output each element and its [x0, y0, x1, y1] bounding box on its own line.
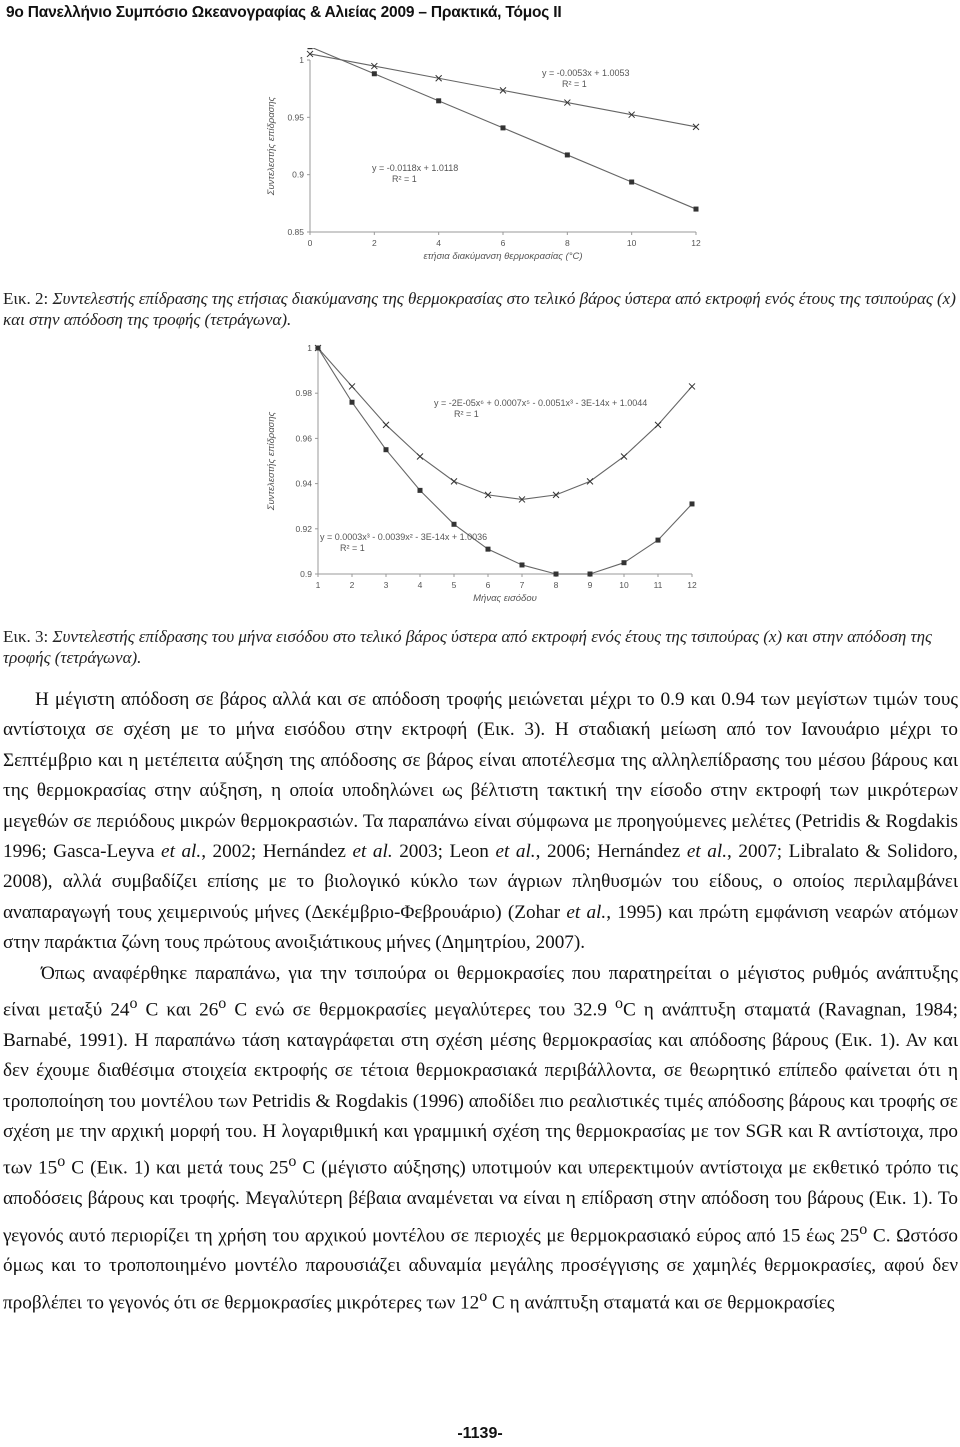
et-al: et al.	[566, 901, 607, 923]
data-point-x	[349, 383, 355, 389]
x-tick-label: 10	[626, 238, 637, 248]
x-tick-label: 6	[485, 580, 491, 590]
data-point-square	[629, 180, 634, 185]
paragraph-1-part-c: , 2002; Hernández	[201, 841, 353, 863]
x-axis-label: ετήσια διακύμανση θερμοκρασίας (°C)	[423, 251, 583, 262]
trendline-equation: y = -2E-05x⁶ + 0.0007x⁵ - 0.0051x³ - 3E-14x + 1.0044	[434, 398, 648, 408]
data-point-square	[588, 572, 593, 577]
y-tick-label: 0.96	[295, 433, 312, 444]
y-tick-label: 0.92	[295, 523, 312, 534]
y-tick-label: 0.9	[300, 569, 312, 579]
x-tick-label: 8	[564, 238, 570, 248]
figure-2-svg	[262, 48, 702, 270]
data-point-square	[418, 488, 423, 493]
data-point-square	[501, 125, 506, 130]
data-point-square	[690, 501, 695, 506]
degree-sup: o	[218, 995, 227, 1013]
paragraph-1-part-d: 2003; Leon	[392, 841, 496, 863]
data-point-square	[565, 152, 570, 157]
figure-2-caption	[3, 288, 958, 330]
data-point-x	[587, 478, 593, 484]
r-squared-label: R² = 1	[392, 174, 417, 184]
y-axis-label: Συντελεστής επίδρασης	[266, 96, 277, 196]
data-point-square	[350, 400, 355, 405]
page-number: -1139-	[457, 1425, 503, 1442]
paragraph-1-part-a: Η μέγιστη απόδοση σε βάρος αλλά και σε απόδοση τροφής μειώνεται μέχρι το 0.9 και 0.94 των μεγίστων τιμών τους αντίστοιχα σε σχέση με το μήνα εισόδου στην εκτροφή (Εικ. 3).	[3, 689, 958, 741]
et-al: et al.	[495, 841, 536, 863]
data-point-square	[316, 346, 321, 351]
paragraph-2-part-c: C ενώ σε θερμοκρασίες μεγαλύτερες του 32.9	[226, 999, 615, 1021]
figure-3-caption	[3, 626, 958, 668]
paragraph-1-part-b: Η σταδιακή μείωση από τον Ιανουάριο μέχρι το Σεπτέμβριο και η μετέπειτα αύξηση της απόδοσης σε βάρος είναι αποτέλεσμα της αλληλεπίδρασης του μέσου βάρους και της θερμοκρασίας στην αύξηση, η οποία υποδηλώνει ως βέλτιστη τακτική την είσοδο στην εκτροφή των μικρότερων μεγεθών σε περιόδους μικρών θερμοκρασιών. Τα παραπάνω είναι σύμφωνα με προηγούμενες μελέτες (Petridis & Rogdakis 1996; Gasca-Leyva	[3, 719, 958, 863]
x-tick-label: 1	[315, 580, 321, 590]
data-point-x	[417, 453, 423, 459]
y-tick-label: 1	[307, 343, 312, 353]
degree-sup: o	[288, 1153, 297, 1171]
degree-sup: o	[479, 1287, 488, 1305]
data-point-x	[451, 478, 457, 484]
data-point-square	[308, 48, 313, 49]
paragraph-2-part-b: C και 26	[137, 999, 219, 1021]
r-squared-label: R² = 1	[562, 79, 587, 89]
paragraph-1-part-g: , 1995) και πρώτη εμφάνιση νεαρών ατόμων στην παράκτια ζώνη τους πρώτους ανοιξιάτικους μήνες (Δημητρίου, 2007).	[3, 901, 958, 954]
figure-3-caption-text: Συντελεστής επίδρασης του μήνα εισόδου στο τελικό βάρος ύστερα από εκτροφή ενός έτους της τσιπούρας (x) και στην απόδοση της τροφής (τετράγωνα).	[3, 627, 932, 667]
paragraph-2-part-f: C (μέγιστο αύξησης) υποτιμούν και υπερεκτιμούν αντίστοιχα με εκθετικό τρόπο τις αποδόσεις βάρους και τροφής. Μεγαλύτερη βέβαια αναμένεται να είναι η επίδραση στην απόδοση του βάρους (Εικ. 1). Το γεγονός αυτό περιορίζει τη χρήση του αρχικού μοντέλου σε περιοχές με θερμοκρασιακό εύρος από 15 έως 25	[3, 1157, 959, 1247]
running-head: 9ο Πανελλήνιο Συμπόσιο Ωκεανογραφίας & Αλιείας 2009 – Πρακτικά, Τόμος ΙΙ	[6, 4, 562, 21]
data-point-square	[554, 572, 559, 577]
x-tick-label: 2	[371, 238, 377, 248]
paragraph-2-part-d: C η ανάπτυξη σταματά (Ravagnan, 1984; Barnabé, 1991). Η παραπάνω τάση καταγράφεται στη σχέση μέσης θερμοκρασίας και απόδοσης βάρους (Εικ. 1). Αν και δεν έχουμε διαθέσιμα στοιχεία εκτροφής σε τέτοια θερμοκρασιακά περιβάλλοντα, σε θεωρητικό επίπεδο φαίνεται ότι η τροποποίηση του μοντέλου των Petridis & Rogdakis (1996) αποδίδει πιο ρεαλιστικές τιμές απόδοσης βάρους και τροφής σε σχέση με την αρχική μορφή του. Η λογαριθμική και γραμμική σχέση της θερμοκρασίας με τον SGR και R αντίστοιχα, προ των 15	[3, 999, 958, 1179]
y-tick-label: 1	[299, 55, 304, 65]
data-point-square	[452, 522, 457, 527]
paragraph-1	[3, 685, 958, 959]
data-point-square	[486, 547, 491, 552]
data-point-square	[384, 447, 389, 452]
x-tick-label: 11	[653, 580, 663, 590]
x-tick-label: 5	[451, 580, 457, 590]
paragraph-1-part-f: , 2007; Libralato & Solidoro, 2008), αλλά συμβαδίζει επίσης με το βιολογικό κύκλο των άγριων πληθυσμών του είδους, ο οποίος περιλαμβάνει αναπαραγωγή τους χειμερινούς μήνες (Δεκέμβριο-Φεβρουάριο) (Zohar	[3, 841, 958, 923]
data-point-x	[655, 422, 661, 428]
y-tick-label: 0.85	[287, 227, 304, 237]
et-al: et al.	[686, 841, 728, 863]
data-point-x	[689, 383, 695, 389]
figure-2-caption-text: Συντελεστής επίδρασης της ετήσιας διακύμανσης της θερμοκρασίας στο τελικό βάρος ύστερα από εκτροφή ενός έτους της τσιπούρας (x) και στην απόδοση της τροφής (τετράγωνα).	[3, 289, 956, 329]
degree-sup: o	[859, 1220, 868, 1238]
data-point-square	[520, 562, 525, 567]
trendline-equation: y = -0.0118x + 1.0118	[372, 163, 459, 173]
x-tick-label: 10	[619, 580, 629, 590]
x-tick-label: 3	[383, 580, 389, 590]
x-tick-label: 2	[349, 580, 355, 590]
trendline-equation: y = 0.0003x³ - 0.0039x² - 3E-14x + 1.0036	[320, 532, 488, 542]
r-squared-label: R² = 1	[454, 409, 479, 419]
x-tick-label: 8	[553, 580, 559, 590]
paragraph-2	[3, 959, 958, 1319]
data-point-square	[622, 560, 627, 565]
figure-3-svg	[262, 340, 702, 612]
degree-sup: o	[614, 995, 623, 1013]
body-text	[3, 685, 958, 1319]
degree-sup: o	[57, 1153, 66, 1171]
x-tick-label: 4	[417, 580, 423, 590]
x-tick-label: 0	[307, 238, 313, 248]
x-tick-label: 12	[691, 238, 701, 248]
data-point-x	[383, 422, 389, 428]
series-line	[318, 348, 692, 499]
paragraph-1-part-e: , 2006; Hernández	[535, 841, 687, 863]
x-tick-label: 7	[519, 580, 525, 590]
x-tick-label: 6	[500, 238, 506, 248]
data-point-square	[656, 538, 661, 543]
paragraph-2-part-h: C η ανάπτυξη σταματά και σε θερμοκρασίες	[487, 1292, 835, 1314]
y-tick-label: 0.9	[292, 169, 304, 180]
et-al: et al.	[352, 841, 393, 863]
y-tick-label: 0.95	[287, 112, 304, 123]
r-squared-label: R² = 1	[340, 543, 365, 553]
paragraph-2-part-e: C (Εικ. 1) και μετά τους 25	[65, 1157, 289, 1179]
et-al: et al.	[161, 841, 202, 863]
y-tick-label: 0.98	[295, 388, 312, 399]
degree-sup: o	[129, 995, 138, 1013]
data-point-x	[621, 453, 627, 459]
paragraph-2-part-a: Όπως αναφέρθηκε παραπάνω, για την τσιπούρα οι θερμοκρασίες που παρατηρείται ο μέγιστος ρυθμός ανάπτυξης είναι μεταξύ 24	[3, 962, 958, 1021]
figure-2-caption-label: Εικ. 2:	[3, 289, 49, 308]
y-axis-label: Συντελεστής επίδρασης	[266, 411, 277, 511]
figure-3-caption-label: Εικ. 3:	[3, 627, 49, 646]
trendline-equation: y = -0.0053x + 1.0053	[542, 68, 630, 78]
x-tick-label: 4	[436, 238, 442, 248]
x-tick-label: 12	[687, 580, 697, 590]
x-tick-label: 9	[587, 580, 593, 590]
data-point-square	[694, 207, 699, 212]
figure-3-chart	[262, 340, 702, 612]
y-tick-label: 0.94	[295, 478, 312, 489]
figure-2-chart	[262, 48, 702, 270]
paragraph-2-part-g: C. Ωστόσο όμως και το τροποποιημένο μοντέλο παρουσιάζει αδυναμία μεγάλης προσέγγισης σε χαμηλές θερμοκρασίες, αφού δεν προβλέπει το γεγονός ότι σε θερμοκρασίες μικρότερες των 12	[3, 1225, 958, 1314]
data-point-square	[372, 71, 377, 76]
data-point-square	[436, 98, 441, 103]
x-axis-label: Μήνας εισόδου	[473, 593, 537, 604]
